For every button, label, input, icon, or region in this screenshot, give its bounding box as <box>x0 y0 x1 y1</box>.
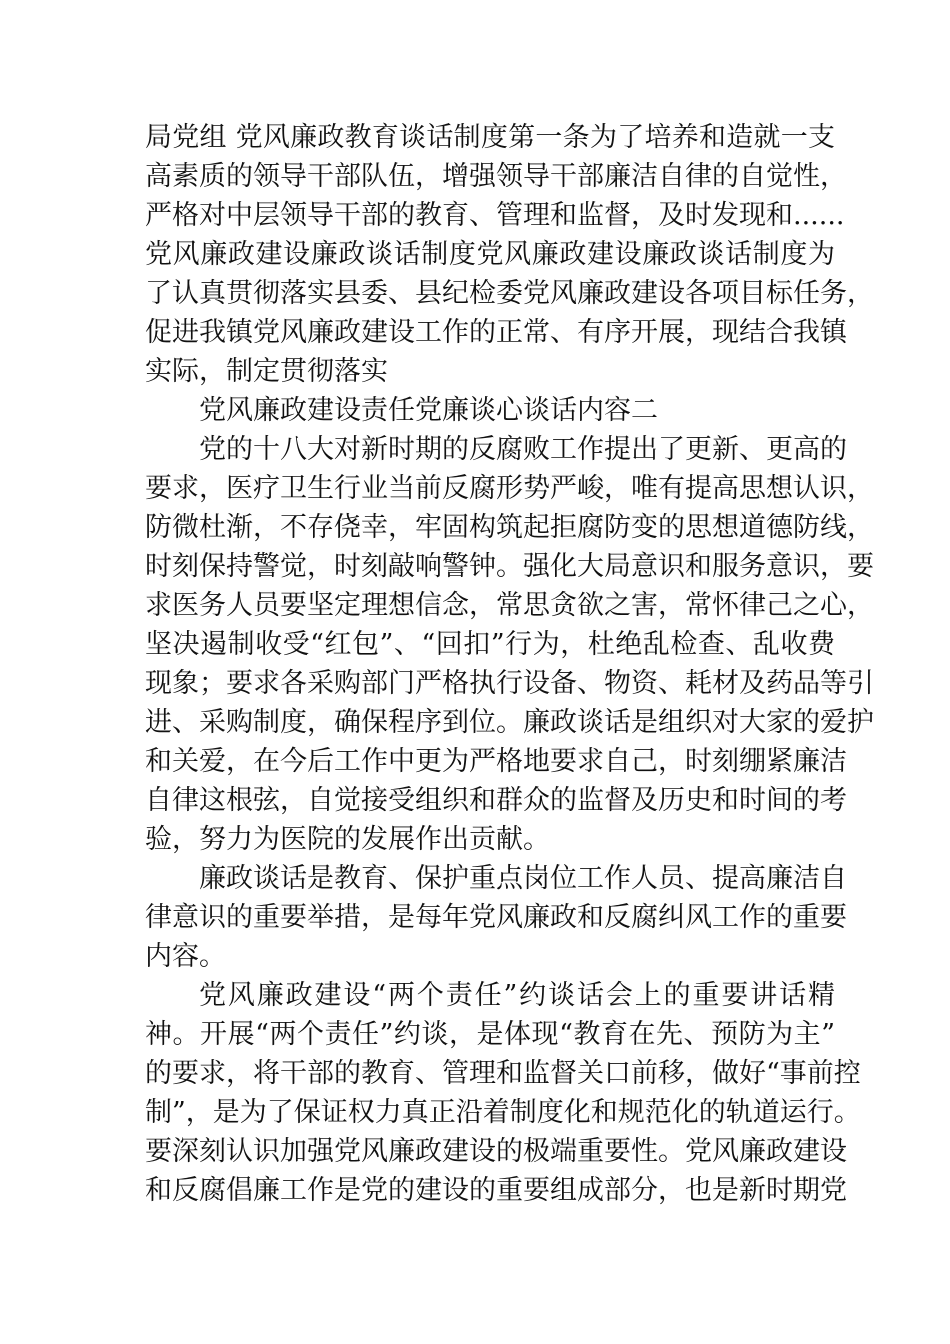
text-line: 和关爱，在今后工作中更为严格地要求自己，时刻绷紧廉洁 <box>145 746 847 777</box>
body-paragraph-1 <box>145 430 874 859</box>
section-heading <box>145 391 835 430</box>
body-paragraph-2 <box>145 859 847 976</box>
text-line: 内容。 <box>145 941 226 972</box>
heading-text: 党风廉政建设责任党廉谈心谈话内容二 <box>199 395 658 426</box>
intro-paragraph <box>145 118 874 391</box>
text-line: 验，努力为医院的发展作出贡献。 <box>145 824 550 855</box>
text-line: 了认真贯彻落实县委、县纪检委党风廉政建设各项目标任务， <box>145 278 874 309</box>
text-line: 廉政谈话是教育、保护重点岗位工作人员、提高廉洁自 <box>199 863 847 894</box>
text-line: 时刻保持警觉，时刻敲响警钟。强化大局意识和服务意识，要 <box>145 551 874 582</box>
text-line: 律意识的重要举措，是每年党风廉政和反腐纠风工作的重要 <box>145 902 847 933</box>
text-line: 高素质的领导干部队伍，增强领导干部廉洁自律的自觉性， <box>145 161 847 192</box>
text-line: 要求，医疗卫生行业当前反腐形势严峻，唯有提高思想认识， <box>145 473 874 504</box>
text-line: 现象；要求各采购部门严格执行设备、物资、耗材及药品等引 <box>145 668 874 699</box>
text-line: 要深刻认识加强党风廉政建设的极端重要性。党风廉政建设 <box>145 1136 847 1167</box>
text-line: 严格对中层领导干部的教育、管理和监督，及时发现和...... <box>145 200 845 231</box>
text-line: 党的十八大对新时期的反腐败工作提出了更新、更高的 <box>199 434 847 465</box>
text-line: 党风廉政建设“两个责任”约谈话会上的重要讲话精 <box>199 980 835 1011</box>
text-line: 制”，是为了保证权力真正沿着制度化和规范化的轨道运行。 <box>145 1097 861 1128</box>
text-line: 防微杜渐，不存侥幸，牢固构筑起拒腐防变的思想道德防线， <box>145 512 874 543</box>
text-line: 促进我镇党风廉政建设工作的正常、有序开展，现结合我镇 <box>145 317 847 348</box>
text-line: 和反腐倡廉工作是党的建设的重要组成部分，也是新时期党 <box>145 1175 847 1206</box>
text-line: 局党组 党风廉政教育谈话制度第一条为了培养和造就一支 <box>145 122 835 153</box>
text-line: 求医务人员要坚定理想信念，常思贪欲之害，常怀律己之心， <box>145 590 874 621</box>
text-line: 进、采购制度，确保程序到位。廉政谈话是组织对大家的爱护 <box>145 707 874 738</box>
text-line: 自律这根弦，自觉接受组织和群众的监督及历史和时间的考 <box>145 785 847 816</box>
text-line: 的要求，将干部的教育、管理和监督关口前移，做好“事前控 <box>145 1058 861 1089</box>
text-line: 神。开展“两个责任”约谈，是体现“教育在先、预防为主” <box>145 1019 835 1050</box>
document-body <box>145 118 874 1210</box>
body-paragraph-3 <box>145 976 861 1210</box>
text-line: 实际，制定贯彻落实 <box>145 356 388 387</box>
text-line: 坚决遏制收受“红包”、“回扣”行为，杜绝乱检查、乱收费 <box>145 629 835 660</box>
text-line: 党风廉政建设廉政谈话制度党风廉政建设廉政谈话制度为 <box>145 239 835 270</box>
